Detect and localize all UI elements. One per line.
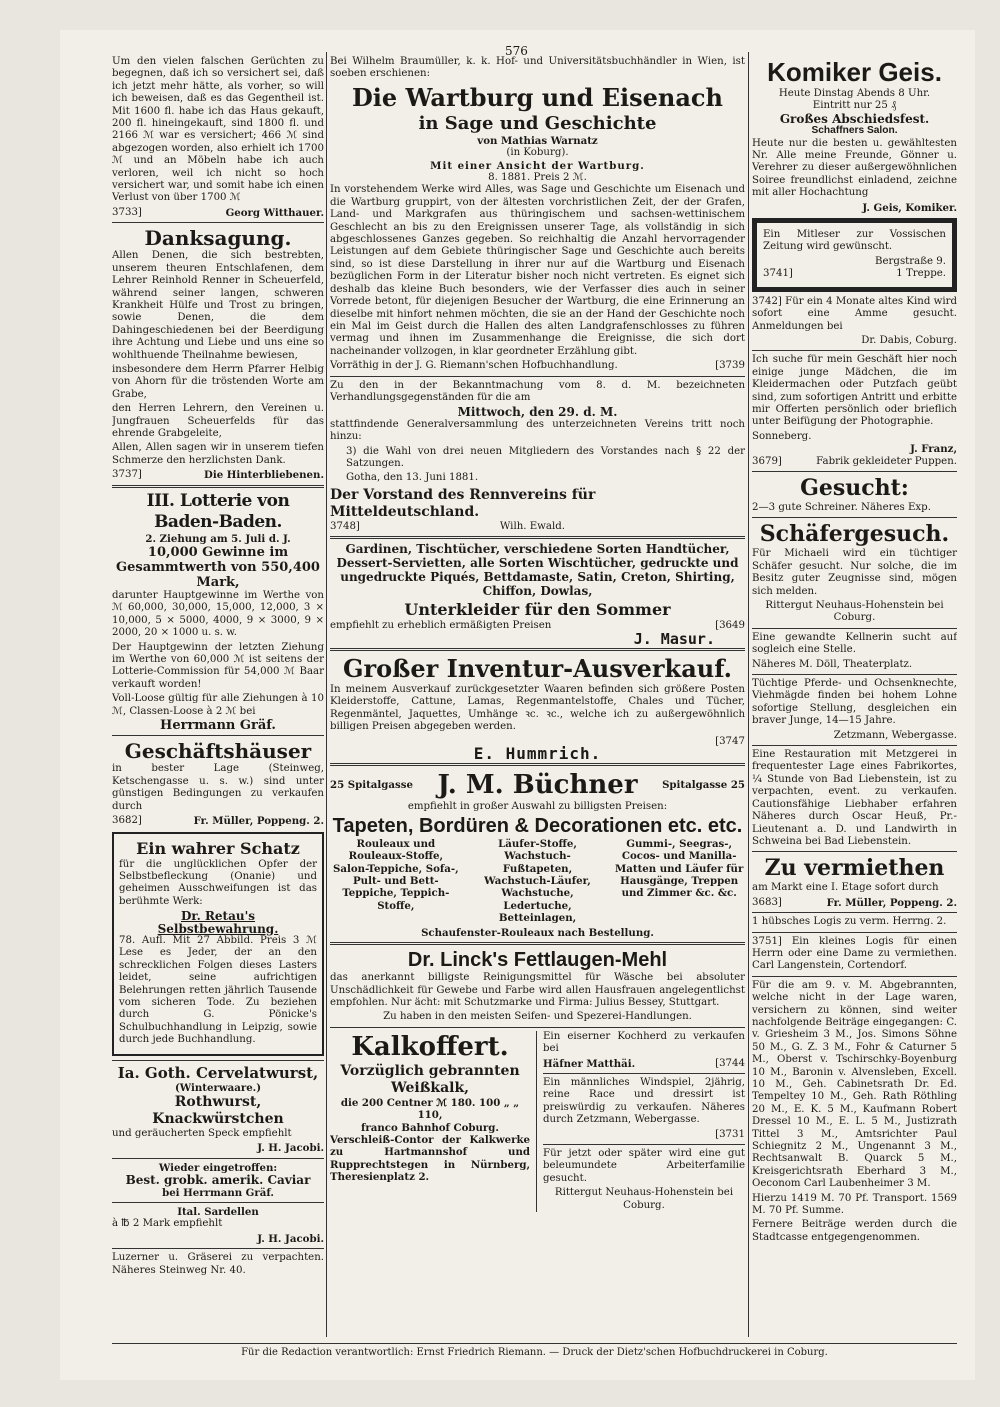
mitleser-signature: 3741] 1 Treppe. <box>763 268 946 280</box>
geschaeftshaeuser-signature: 3682] Fr. Müller, Poppeng. 2. <box>112 815 324 828</box>
rennverein-text: Zu den in der Bekanntmachung vom 8. d. M. bezeichneten Verhandlungsgegenständen für die am <box>330 379 745 403</box>
lotterie-date: 2. Ziehung am 5. Juli d. J. <box>145 532 291 545</box>
logis-text-2: 3751] Ein kleines Logis für einen Herrn oder eine Dame zu vermiethen. Carl Langenstein, Cortendorf. <box>752 935 957 972</box>
page-number: 576 <box>505 44 528 58</box>
lotterie-title: III. Lotterie von Baden-Baden. <box>146 490 290 532</box>
buechner-title: Tapeten, Bordüren & Decorationen etc. etc. <box>332 814 743 837</box>
buechner-header: 25 Spitalgasse J. M. Büchner Spitalgasse 25 <box>330 770 745 801</box>
rennverein-item: 3) die Wahl von drei neuen Mitgliedern des Vorstandes nach § 22 der Satzungen. <box>346 445 745 469</box>
kellnerin-signature: Näheres M. Döll, Theaterplatz. <box>752 658 913 670</box>
mitleser-advert <box>752 218 957 292</box>
knechte-text: Tüchtige Pferde- und Ochsenknechte, Viehmägde finden bei hohem Lohne sofortige Stellung, desgleichen ein braver Junge, 14—15 Jahre. <box>752 678 957 727</box>
rennverein-signature: 3748] Wilh. Ewald. <box>330 520 565 532</box>
wartburg-author: von Mathias Warnatz <box>477 134 598 147</box>
masur-title: Unterkleider für den Sommer <box>404 600 671 620</box>
wurst-title: Ia. Goth. Cervelatwurst, <box>117 1063 319 1082</box>
spenden-text: Für die am 9. v. M. Abgebrannten, welche nicht in der Lage waren, versichern zu können, sind weiter nachfolgende Beiträge eingegangen: C. v. Griesheim 3 M., Jos. Simons Söhne 50 M., G. Z. 3 M., Fohr & Caturner 5 M., Oberst v. Tschirschky-Boyenburg 10 M., Baronin v. Alvensleben, Excell. 10 M., Geh. Cabinetsrath Dr. Ed. Tempeltey 10 M., Geh. Rath Röthling 20 M., E. K. 5 M., Kaufmann Robert Dressel 10 M., E. L. 5 M., Justizrath Tittel 3 M., Amtsrichter Paul Schiegnitz 2 M., Ungenannt 3 M., Rechtsanwalt B. Quarck 5 M., Kreisgerichtsrath Eberhard 3 M., Oeconom Carl Laubenheimer 3 M. <box>752 979 957 1190</box>
geis-signature: J. Geis, Komiker. <box>862 201 957 214</box>
schaefer-text: Für Michaeli wird ein tüchtiger Schäfer gesucht. Nur solche, die im Besitz guter Zeugnisse sind, mögen sich melden. <box>752 548 957 597</box>
knechte-signature: Zetzmann, Webergasse. <box>833 729 957 741</box>
kochherd-signature: Häfner Matthäi. [3744 <box>543 1057 745 1070</box>
rennverein-text-2: stattfindende Generalversammlung des unterzeichneten Vereins tritt noch hinzu: <box>330 418 745 443</box>
geis-salon: Schaffners Salon. <box>811 125 898 137</box>
lotterie-prize: 10,000 Gewinne im Gesammtwerth von 550,400 Mark, <box>116 545 320 590</box>
lotterie-text-2: Der Hauptgewinn der letzten Ziehung im Werthe von 60,000 ℳ ist seitens der Lotterie-Commission für 54,000 ℳ Baar verkauft worden! <box>112 641 324 690</box>
column-rule-2 <box>748 52 749 1337</box>
restauration-text: Eine Restauration mit Metzgerei in frequentester Lage eines Fabrikortes, ¼ Stunde von Bad Liebenstein, ist zu verpachten, event. zu verkaufen. Cautionsfähige Liebhaber erfahren Näheres durch Oscar Heuß, Pr.-Lieutenant a. D. und Landwirth in Schweina bei Bad Liebenstein. <box>752 749 957 847</box>
witthauer-signature: 3733] Georg Witthauer. <box>112 206 324 219</box>
vermiethen-text: am Markt eine I. Etage sofort durch <box>752 882 939 894</box>
page-footer: Für die Redaction verantwortlich: Ernst Friedrich Riemann. — Druck der Dietz'schen Hofbuchdruckerei in Coburg. <box>112 1343 957 1358</box>
buechner-footer: Schaufenster-Rouleaux nach Bestellung. <box>421 926 654 939</box>
danksagung-title: Danksagung. <box>144 226 292 251</box>
lotterie-text-3: Voll-Loose gültig für alle Ziehungen à 10 ℳ, Classen-Loose à 2 ℳ bei <box>112 693 324 717</box>
sardellen-title: Ital. Sardellen <box>177 1206 259 1219</box>
schatz-advert <box>112 832 324 1056</box>
inventur-number: [3747 <box>715 735 745 747</box>
buechner-col-1: Rouleaux und Rouleaux-Stoffe, Salon-Teppiche, Sofa-, Pult- und Bett-Teppiche, Teppich-Stoffe, <box>332 837 459 912</box>
puppen-name: J. Franz, <box>910 443 957 456</box>
sardellen-text: à ℔ 2 Mark empfiehlt <box>112 1218 223 1230</box>
kochherd-text: Ein eiserner Kochherd zu verkaufen bei <box>543 1030 745 1055</box>
wartburg-title: Die Wartburg und Eisenach <box>351 82 723 112</box>
spenden-text-2: Hierzu 1419 M. 70 Pf. Transport. 1569 M. 70 Pf. Summe. <box>752 1192 957 1217</box>
inventur-title: Großer Inventur-Ausverkauf. <box>342 654 733 683</box>
puppen-signature: 3679] Fabrik gekleideter Puppen. <box>752 455 957 467</box>
wartburg-place: (in Koburg). <box>506 147 569 159</box>
caviar-title: Wieder eingetroffen: <box>158 1161 278 1174</box>
rennverein-title: Der Vorstand des Rennvereins für Mitteldeutschland. <box>330 486 596 520</box>
wartburg-text: In vorstehendem Werke wird Alles, was Sage und Geschichte um Eisenach und die Wartburg gruppirt, von der ältesten vorchristlichen Zeit, der der Grafen, Land- und Markgrafen aus thüringischem und sachsen-wettinischem Geschlecht an bis zu den Ereignissen unserer Tage, als vollständig in sich abgeschlossenes Ganzes gegeben. So reichhaltig die Anzahl hervorragender Leistungen auf dem Gebiete thüringischer Sage und Geschichte auch bereits sind, so ist diese Darstellung in ihrer nur auf die Wartburg und Eisenach bezüglichen Form in der Literatur bisher noch nicht vertreten. Es eignet sich deshalb das kleine Buch besonders, wie der Verfasser dies auch in seiner Vorrede betont, für diejenigen Besucher der Wartburg, die eine Erinnerung an dieselbe mit hinfort nehmen möchten, die sie an der Hand der Geschichte noch ein Mal im Geist durch die Hallen des alten Landgrafenschlosses zu führen vermag und ihnen im Zusammenhange die Ereignisse, die sich dort nacheinander vollzogen, in klar geordneter Erzählung gibt. <box>330 184 745 357</box>
wurst-title-2: Rothwurst, Knackwürstchen <box>152 1094 284 1127</box>
linck-text: das anerkannt billigste Reinigungsmittel für Wäsche bei absoluter Unschädlichkeit für Gewebe und Farbe wird allen Hausfrauen angelegentlichst empfohlen. Nur ächt: mit Schutzmarke und Firma: Julius Bessey, Stuttgart. <box>330 972 745 1008</box>
geis-text-2: Heute nur die besten u. gewähltesten Nr. Alle meine Freunde, Gönner u. Verehrer zu dieser außergewöhnlichen Soiree freundlichst einladend, zeichne mit aller Hochachtung <box>752 137 957 199</box>
masur-signature: J. Masur. <box>633 629 715 648</box>
kalk-text: Vorzüglich gebrannten Weißkalk, <box>340 1062 520 1096</box>
bottom-middle-row <box>330 1031 745 1212</box>
linck-title: Dr. Linck's Fettlaugen-Mehl <box>407 949 668 972</box>
wartburg-subtitle: in Sage und Geschichte <box>418 112 657 134</box>
amme-signature: Dr. Dabis, Coburg. <box>861 334 957 346</box>
puppen-text: Ich suche für mein Geschäft hier noch einige junge Mädchen, die im Kleidermachen oder Putzfach geübt sind, zum sofortigen Antritt und erbitte mir Offerten persönlich oder brieflich unter Beifügung der Photographie. <box>752 354 957 428</box>
column-rule-1 <box>326 52 327 1337</box>
buechner-col-3: Gummi-, Seegras-, Cocos- und Manilla-Matten und Läufer für Hausgänge, Treppen und Zimmer &c. &c. <box>615 837 744 900</box>
buechner-columns <box>330 838 745 927</box>
mitleser-text: Ein Mitleser zur Vossischen Zeitung wird gewünscht. <box>763 229 946 253</box>
masur-meta: empfiehlt zu erheblich ermäßigten Preisen [3649 <box>330 620 745 632</box>
arbeiter-text: Für jetzt oder später wird eine gut beleumundete Arbeiterfamilie gesucht. <box>543 1147 745 1184</box>
geis-text: Heute Dinstag Abends 8 Uhr. <box>778 88 931 99</box>
column-left <box>112 56 324 1341</box>
witthauer-text: Um den vielen falschen Gerüchten zu begegnen, daß ich so versichert sei, daß ich jetzt mehr hätte, als vorher, so will ich beweisen, daß es das Gegentheil ist. Mit 1600 fl. habe ich das Haus gekauft, 200 fl. hineingekauft, sind 1800 fl. und 2166 ℳ war es versichert; 466 ℳ sind abgezogen worden, also erhielt ich 1700 ℳ und an Möbeln habe ich auch verloren, weil ich nicht so hoch versichert war, und somit habe ich einen Verlust von über 1700 ℳ <box>112 56 324 204</box>
kalk-title: Kalkoffert. <box>351 1031 509 1062</box>
geis-title: Komiker Geis. <box>767 57 942 87</box>
sardellen-signature: J. H. Jacobi. <box>257 1232 324 1245</box>
caviar-text: Best. grobk. amerik. Caviar <box>125 1173 311 1188</box>
danksagung-signature: 3737] Die Hinterbliebenen. <box>112 469 324 482</box>
caviar-signature: bei Herrmann Gräf. <box>162 1186 274 1199</box>
wartburg-signature: Vorräthig in der J. G. Riemann'schen Hofbuchhandlung. [3739 <box>330 360 745 372</box>
vermiethen-title: Zu vermiethen <box>764 855 945 882</box>
geschaeftshaeuser-text: in bester Lage (Steinweg, Ketschengasse u. s. w.) sind unter günstigen Bedingungen zu verkaufen durch <box>112 763 324 812</box>
gesucht-title: Gesucht: <box>800 474 909 501</box>
kalk-price: die 200 Centner ℳ 180. 100 „ „ 110, <box>340 1096 520 1122</box>
schatz-text-2: 78. Aufl. Mit 27 Abbild. Preis 3 ℳ Lese es Jeder, der an den schrecklichen Folgen dieses Lasters leidet, seine aufrichtigen Belehrungen retten jährlich Tausende vom sicheren Tode. Zu beziehen durch G. Pönicke's Schulbuchhandlung in Leipzig, sowie durch jede Buchhandlung. <box>119 934 317 1046</box>
schatz-text: für die unglücklichen Opfer der Selbstbefleckung (Onanie) und geheimen Ausschweifungen ist das berühmte Werk: <box>119 858 317 907</box>
schaefer-signature: Rittergut Neuhaus-Hohenstein bei Coburg. <box>765 600 944 624</box>
arbeiter-signature: Rittergut Neuhaus-Hohenstein bei Coburg. <box>554 1187 734 1211</box>
kellnerin-text: Eine gewandte Kellnerin sucht auf sogleich eine Stelle. <box>752 631 957 656</box>
geis-entry: Eintritt nur 25 ₰ <box>812 100 897 112</box>
lotterie-signature: Herrmann Gräf. <box>160 718 276 734</box>
danksagung-text-2: insbesondere dem Herrn Pfarrer Helbig von Ahorn für die tröstenden Worte am Grabe, <box>112 363 324 400</box>
schaefer-title: Schäfergesuch. <box>759 521 950 548</box>
buechner-col-2: Läufer-Stoffe, Wachstuch-Fußtapeten, Wachstuch-Läufer, Wachstuche, Ledertuche, Betteinlagen, <box>484 837 591 925</box>
logis-text: 1 hübsches Logis zu verm. Herrng. 2. <box>752 916 947 928</box>
vermiethen-signature: 3683] Fr. Müller, Poppeng. 2. <box>752 896 957 909</box>
kalk-advert <box>330 1031 530 1212</box>
graserei-text: Luzerner u. Gräserei zu verpachten. Näheres Steinweg Nr. 40. <box>112 1252 324 1276</box>
spenden-text-3: Fernere Beiträge werden durch die Stadtcasse entgegengenommen. <box>752 1219 957 1243</box>
kalk-text-3: Verschleiß-Contor der Kalkwerke zu Hartmannshof und Rupprechtstegen in Nürnberg, Theresienplatz 2. <box>330 1133 530 1184</box>
amme-text: 3742] Für ein 4 Monate altes Kind wird sofort eine Amme gesucht. Anmeldungen bei <box>752 295 957 332</box>
rennverein-date: Mittwoch, den 29. d. M. <box>457 405 618 420</box>
wartburg-intro: Bei Wilhelm Braumüller, k. k. Hof- und Universitätsbuchhändler in Wien, ist soeben erschienen: <box>330 56 745 80</box>
wurst-text: und geräucherten Speck empfiehlt <box>112 1128 292 1139</box>
windspiel-text: Ein männliches Windspiel, 2jährig, reine Race und dressirt ist preiswürdig zu verkaufen. Näheres durch Zetzmann, Webergasse. <box>543 1076 745 1126</box>
lotterie-text: darunter Hauptgewinne im Werthe von ℳ 60,000, 30,000, 15,000, 12,000, 3 × 10,000, 5 × 5000, 4000, 9 × 3000, 9 × 2000, 20 × 1000 u. s. w. <box>112 590 324 639</box>
inventur-signature: E. Hummrich. <box>473 744 602 764</box>
column-right <box>752 56 957 1341</box>
rennverein-place: Gotha, den 13. Juni 1881. <box>346 472 479 484</box>
wurst-signature: J. H. Jacobi. <box>257 1142 324 1155</box>
wartburg-ansicht: Mit einer Ansicht der Wartburg. <box>430 159 645 172</box>
schatz-title: Ein wahrer Schatz <box>136 838 300 858</box>
column-middle <box>330 56 745 1341</box>
linck-text-2: Zu haben in den meisten Seifen- und Spezerei-Handlungen. <box>383 1011 692 1023</box>
gesucht-text: 2—3 gute Schreiner. Näheres Exp. <box>752 501 931 513</box>
geis-title-2: Großes Abschiedsfest. <box>779 111 930 126</box>
puppen-place: Sonneberg. <box>752 430 812 442</box>
danksagung-text-4: Allen, Allen sagen wir in unserem tiefen Schmerze den herzlichsten Dank. <box>112 442 324 466</box>
mitleser-address: Bergstraße 9. <box>875 255 946 267</box>
geschaeftshaeuser-title: Geschäftshäuser <box>124 739 312 764</box>
schatz-book-title: Dr. Retau's Selbstbewahrung. <box>157 909 279 936</box>
danksagung-text-3: den Herren Lehrern, den Vereinen u. Jungfrauen Scheuerfelds für das ehrende Grabgeleite, <box>112 403 324 439</box>
danksagung-text-1: Allen Denen, die sich bestrebten, unserem theuren Entschlafenen, dem Lehrer Reinhold Renner in Scheuerfeld, während seiner langen, schweren Krankheit Hülfe und Trost zu bringen, sowie Denen, die dem Dahingeschiedenen bei der Beerdigung ihre Achtung und Liebe und uns eine so wohlthuende Theilnahme bewiesen, <box>112 250 324 361</box>
small-adverts <box>536 1031 745 1212</box>
wartburg-price: 8. 1881. Preis 2 ℳ. <box>488 172 587 184</box>
inventur-text: In meinem Ausverkauf zurückgesetzter Waaren befinden sich größere Posten Kleiderstoffe, Cattune, Lamas, Regenmantelstoffe, Chales und Tücher, Regenmäntel, Jaquettes, Umhänge ꝛc. ꝛc., welche ich zu außergewöhnlich billigen Preisen abgegeben werden. <box>330 684 745 733</box>
wurst-subtitle: (Winterwaare.) <box>174 1081 262 1094</box>
buechner-text: empfiehlt in großer Auswahl zu billigsten Preisen: <box>407 801 668 813</box>
kalk-text-2: franco Bahnhof Coburg. <box>361 1121 499 1134</box>
masur-text: Gardinen, Tischtücher, verschiedene Sorten Handtücher, Dessert-Servietten, alle Sorten Wischtücher, gedruckte und ungedruckte Piqués, Bettdamaste, Satin, Creton, Shirting, Chiffon, Dowlas, <box>336 542 739 599</box>
windspiel-number: [3731 <box>715 1128 745 1140</box>
